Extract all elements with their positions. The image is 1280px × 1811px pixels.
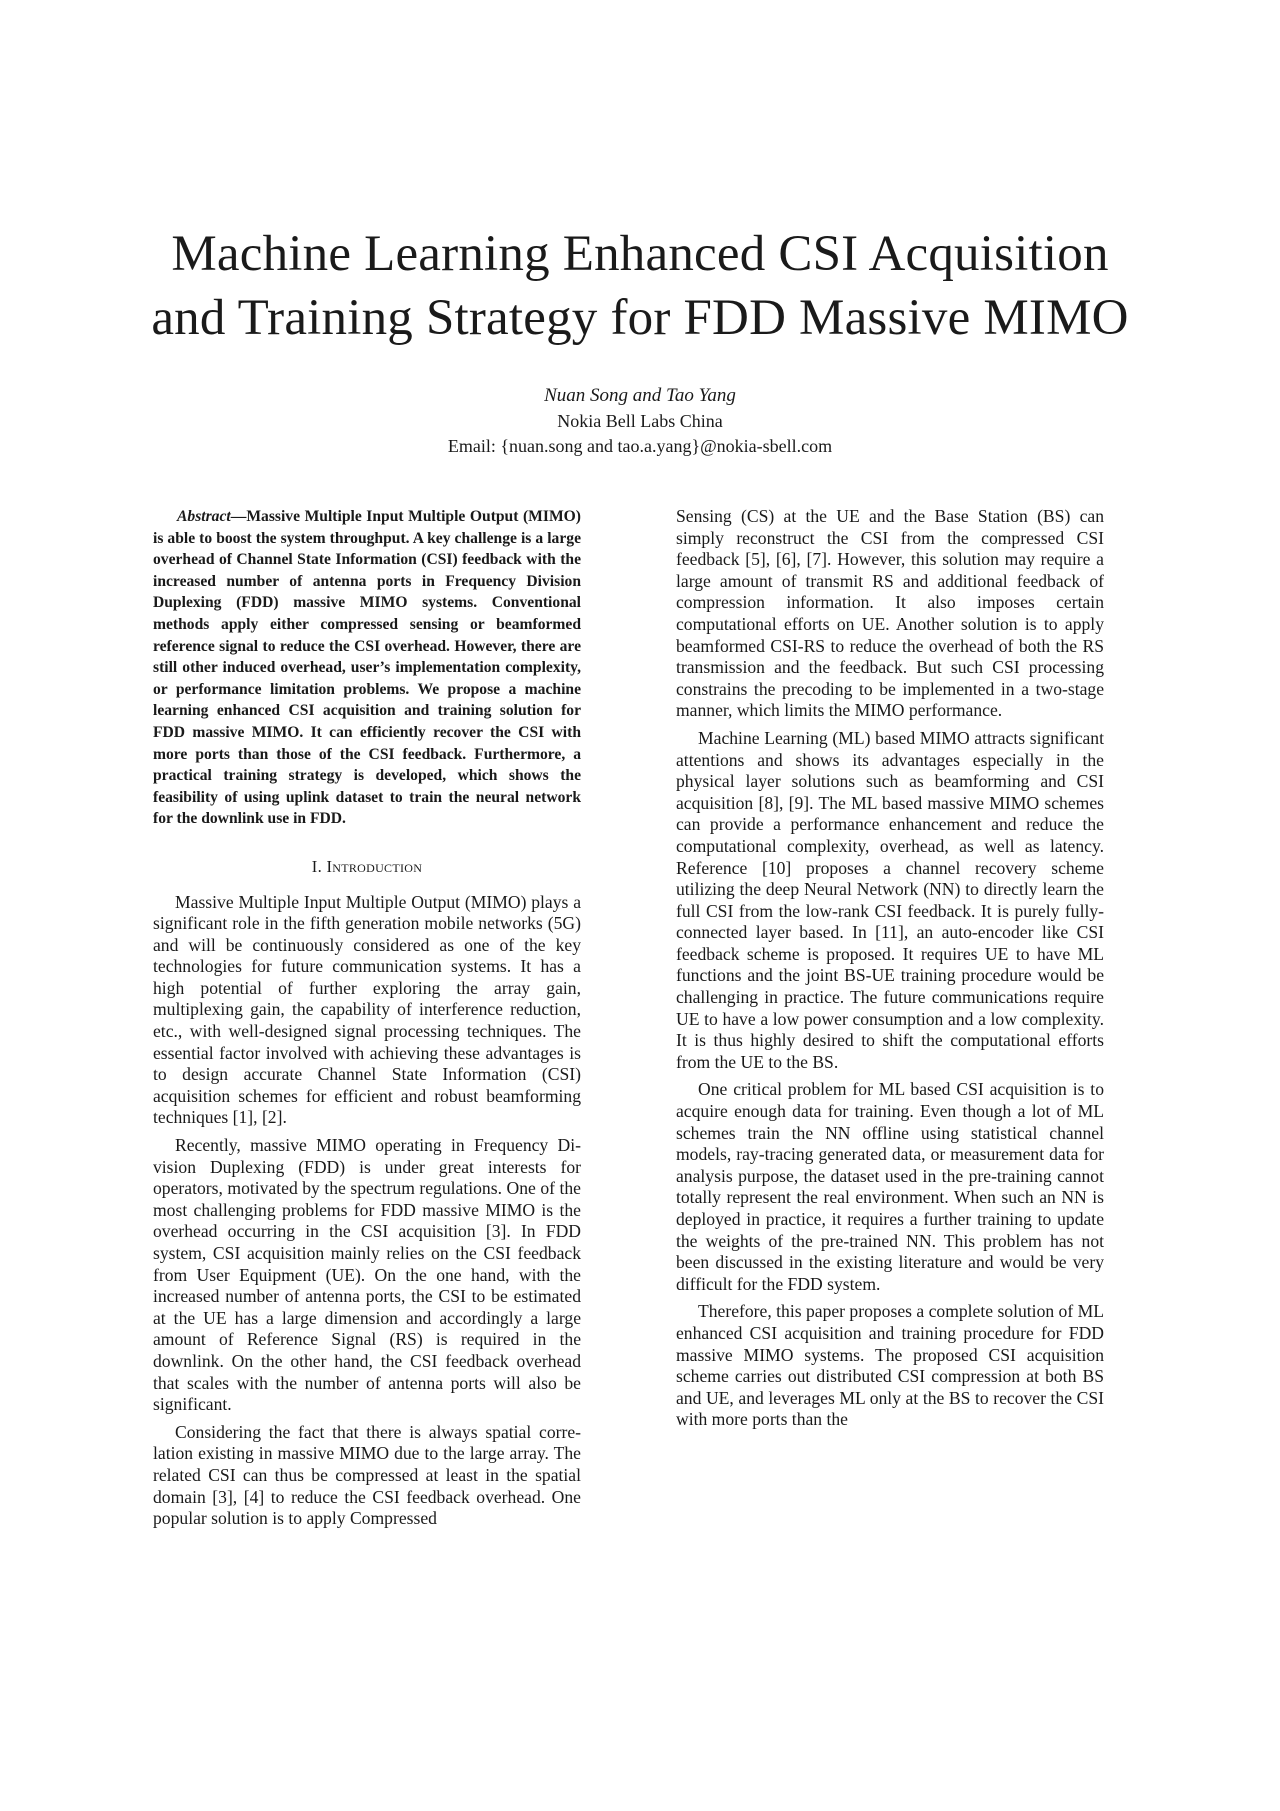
left-column <box>153 506 581 1536</box>
paragraph: Machine Learning (ML) based MIMO attracts significant attentions and shows its advantages especially in the physical layer solutions such as beamforming and CSI acquisition [8], [9]. The ML based massive MIMO schemes can provide a performance enhancement and reduce the computational complexity, overhead, as well as latency. Reference [10] proposes a channel recovery scheme utilizing the deep Neural Network (NN) to directly learn the full CSI from the low-rank CSI feedback. It is purely fully-connected layer based. In [11], an auto-encoder like CSI feedback scheme is proposed. It requires UE to have ML functions and the joint BS-UE training procedure would be challenging in practice. The future communications require UE to have a low power consumption and a low complexity. It is thus highly desired to shift the computational efforts from the UE to the BS. <box>676 727 1104 1072</box>
title-line-1: Machine Learning Enhanced CSI Acquisition <box>171 226 1109 282</box>
section-heading-introduction <box>153 856 581 878</box>
abstract-dash: — <box>230 508 247 525</box>
right-column <box>676 506 1104 1437</box>
abstract-label: Abstract <box>177 508 231 525</box>
paragraph: One critical problem for ML based CSI acquisition is to acquire enough data for training. Even though a lot of ML schemes train the NN offline using statistical channel models, ray-tracing generated data, or measurement data for analysis purpose, the dataset used in the pre-training cannot totally represent the real environment. When such an NN is deployed in practice, it requires a further training to update the weights of the pre-trained NN. This problem has not been discussed in the existing literature and would be very difficult for the FDD system. <box>676 1079 1104 1294</box>
abstract-text: Massive Multiple Input Multiple Output (MIMO) is able to boost the system throughput. A key challenge is a large overhead of Channel State Information (CSI) feedback with the increased number of antenna ports in Frequency Division Duplexing (FDD) massive MIMO systems. Conventional methods apply either compressed sensing or beamformed reference signal to reduce the CSI overhead. However, there are still other induced overhead, user’s implementation complexity, or performance limitation problems. We propose a machine learning enhanced CSI acquisition and training solution for FDD massive MIMO. It can efficiently recover the CSI with more ports than those of the CSI feedback. Furthermore, a practical training strategy is developed, which shows the feasibility of using uplink dataset to train the neural network for the downlink use in FDD. <box>153 508 581 828</box>
section-title: Introduction <box>326 856 423 876</box>
authors: Nuan Song and Tao Yang <box>544 385 736 406</box>
paragraph: Considering the fact that there is always spatial correlation existing in massive MIMO due to the large array. The related CSI can thus be compressed at least in the spatial domain [3], [4] to reduce the CSI feedback overhead. One popular solution is to apply Compressed <box>153 1421 581 1529</box>
section-number: I. <box>311 856 323 876</box>
email: Email: {nuan.song and tao.a.yang}@nokia-sbell.com <box>447 436 833 456</box>
paragraph: Recently, massive MIMO operating in Frequency Division Duplexing (FDD) is under great interests for operators, motivated by the spectrum regulations. One of the most challenging problems for FDD massive MIMO is the overhead occurring in the CSI acquisition [3]. In FDD system, CSI acquisition mainly relies on the CSI feedback from User Equipment (UE). On the one hand, with the increased number of antenna ports, the CSI to be estimated at the UE has a large dimension and accordingly a large amount of Reference Signal (RS) is required in the downlink. On the other hand, the CSI feedback overhead that scales with the number of antenna ports will also be significant. <box>153 1135 581 1415</box>
paragraph: Massive Multiple Input Multiple Output (MIMO) plays a significant role in the fifth generation mobile networks (5G) and will be continuously considered as one of the key technologies for future communication systems. It has a high potential of further exploring the array gain, multiplexing gain, the capability of interference reduction, etc., with well-designed signal processing techniques. The essential factor involved with achieving these advantages is to design accurate Channel State Information (CSI) acquisition schemes for efficient and robust beamforming techniques [1], [2]. <box>153 891 581 1128</box>
paper-title <box>0 222 1280 350</box>
affiliation: Nokia Bell Labs China <box>557 411 723 431</box>
paragraph: Therefore, this paper proposes a complete solution of ML enhanced CSI acquisition and training procedure for FDD massive MIMO systems. The proposed CSI acquisition scheme carries out distributed CSI compression at both BS and UE, and leverages ML only at the BS to recover the CSI with more ports than the <box>676 1301 1105 1430</box>
title-line-2: and Training Strategy for FDD Massive MIMO <box>151 290 1129 346</box>
paragraph: Sensing (CS) at the UE and the Base Station (BS) can simply reconstruct the CSI from the compressed CSI feedback [5], [6], [7]. However, this solution may require a large amount of transmit RS and additional feedback of compression information. It also imposes certain computational efforts on UE. Another solution is to apply beamformed CSI-RS to reduce the overhead of both the RS transmission and the feedback. But such CSI processing constrains the precoding to be implemented in a two-stage manner, which limits the MIMO performance. <box>676 506 1104 721</box>
abstract <box>153 506 581 830</box>
